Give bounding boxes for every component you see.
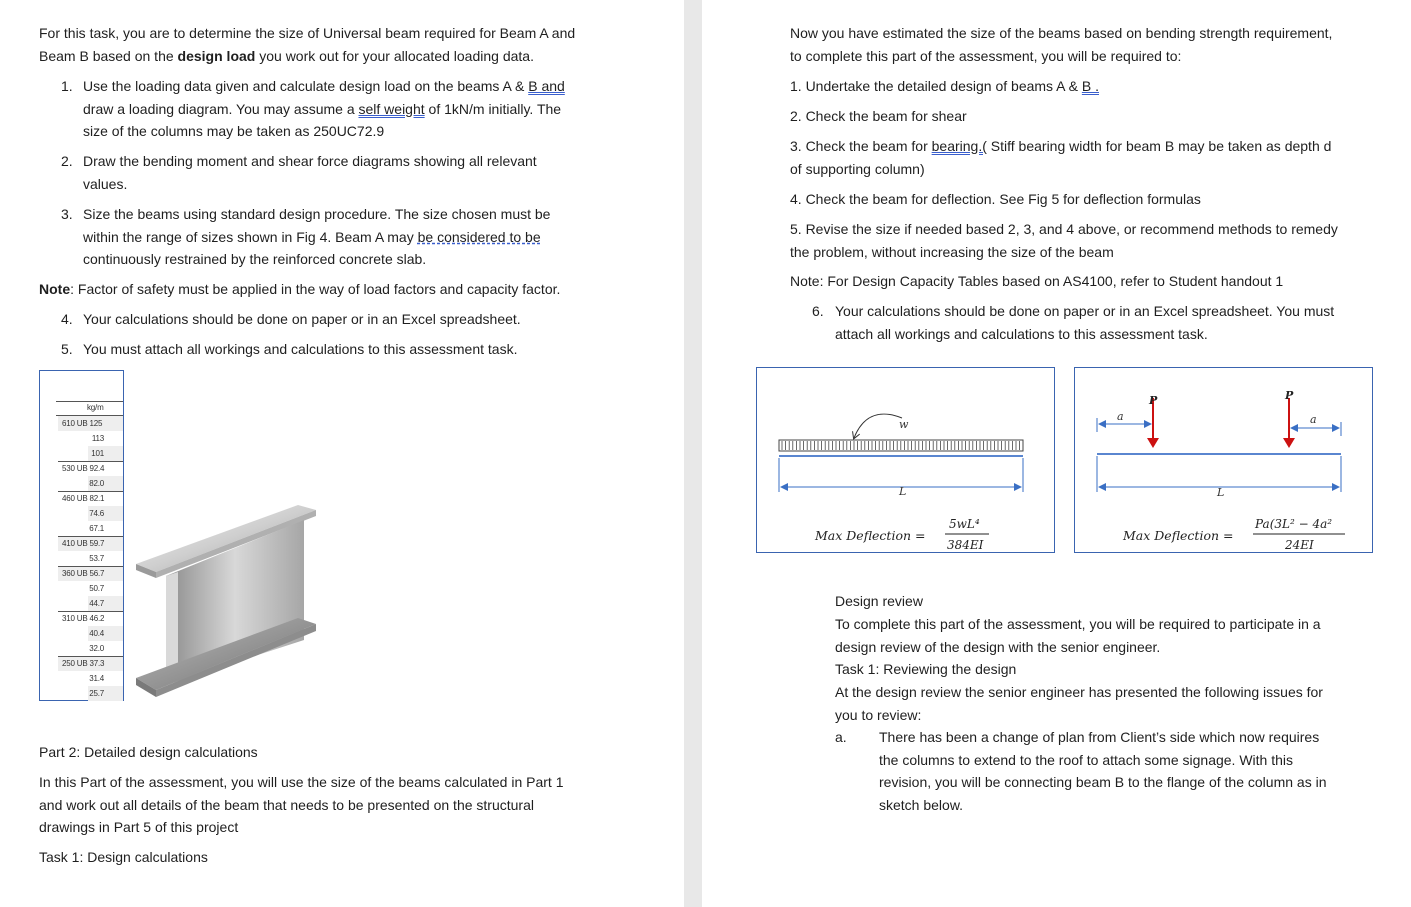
- table-row: 31.4: [89, 674, 104, 683]
- list-item-1-line-1: Use the loading data given and calculate design load on the beams A & B and: [83, 78, 565, 94]
- design-review-title: Design review: [835, 593, 923, 609]
- span-L-label: L: [899, 485, 907, 498]
- right-page: [702, 0, 1411, 907]
- page-gutter: [684, 0, 702, 907]
- table-row: 360 UB 56.7: [62, 569, 105, 578]
- load-P-label: P: [1149, 394, 1158, 407]
- dim-a-label: a: [1310, 413, 1317, 426]
- table-header: kg/m: [87, 403, 104, 412]
- table-row: 610 UB 125: [62, 419, 103, 428]
- step-4: 4. Check the beam for deflection. See Fig 5 for deflection formulas: [790, 191, 1201, 207]
- table-row: 250 UB 37.3: [62, 659, 105, 668]
- point-load-arrow: [1283, 438, 1295, 448]
- list-item-1-line-3: size of the columns may be taken as 250UC72.9: [83, 123, 385, 139]
- table-row: 67.1: [89, 524, 104, 533]
- step-5-line-2: the problem, without increasing the size of the beam: [790, 244, 1114, 260]
- intro-line-2: Beam B based on the design load you work out for your allocated loading data.: [39, 48, 534, 64]
- issue-a-line-3: revision, you will be connecting beam B to the flange of the column as in: [879, 774, 1327, 790]
- issues-text-2: you to review:: [835, 707, 922, 723]
- issues-text-1: At the design review the senior engineer has presented the following issues for: [835, 684, 1323, 700]
- table-row: 40.4: [89, 629, 104, 638]
- table-row: 25.7: [89, 689, 104, 698]
- list-number: 2.: [61, 153, 73, 169]
- table-row: 460 UB 82.1: [62, 494, 105, 503]
- table-row: 50.7: [89, 584, 104, 593]
- formula-numerator: 5wL⁴: [949, 517, 980, 531]
- table-row: 101: [91, 449, 104, 458]
- table-row: 44.7: [89, 599, 104, 608]
- table-row: 410 UB 59.7: [62, 539, 105, 548]
- table-row: 310 UB 46.2: [62, 614, 105, 623]
- step-5-line-1: 5. Revise the size if needed based 2, 3, and 4 above, or recommend methods to remedy: [790, 221, 1338, 237]
- point-load-arrow: [1147, 438, 1159, 448]
- review-text-2: design review of the design with the senior engineer.: [835, 639, 1161, 655]
- list-item-4: Your calculations should be done on paper or in an Excel spreadsheet.: [83, 311, 521, 327]
- left-page: [0, 0, 684, 907]
- right-intro-2: to complete this part of the assessment, you will be required to:: [790, 48, 1182, 64]
- note-line: Note: Factor of safety must be applied in the way of load factors and capacity factor.: [39, 281, 561, 297]
- part2-text-3: drawings in Part 5 of this project: [39, 819, 239, 835]
- table-row: 32.0: [89, 644, 104, 653]
- intro-line-1: For this task, you are to determine the size of Universal beam required for Beam A and: [39, 25, 576, 41]
- step-6-line-2: attach all workings and calculations to this assessment task.: [835, 326, 1208, 342]
- list-item-1-line-2: draw a loading diagram. You may assume a self weight of 1kN/m initially. The: [83, 101, 562, 117]
- formula-label: Max Deflection =: [815, 528, 926, 543]
- issue-a-line-1: There has been a change of plan from Client’s side which now requires: [879, 729, 1320, 745]
- formula-label: Max Deflection =: [1123, 528, 1234, 543]
- steel-i-beam-image: [128, 500, 328, 705]
- review-text-1: To complete this part of the assessment, you will be required to participate in a: [835, 616, 1321, 632]
- list-item-5: You must attach all workings and calculations to this assessment task.: [83, 341, 518, 357]
- table-row: 74.6: [89, 509, 104, 518]
- step-3-line-2: of supporting column): [790, 161, 925, 177]
- list-item-2-line-2: values.: [83, 176, 128, 192]
- list-number: 4.: [61, 311, 73, 327]
- task1-heading: Task 1: Design calculations: [39, 849, 208, 865]
- table-row: 530 UB 92.4: [62, 464, 105, 473]
- span-L-label: L: [1217, 486, 1225, 499]
- table-row: 113: [91, 434, 104, 443]
- part2-text-1: In this Part of the assessment, you will use the size of the beams calculated in Part 1: [39, 774, 564, 790]
- table-row: 82.0: [89, 479, 104, 488]
- list-item-2-line-1: Draw the bending moment and shear force diagrams showing all relevant: [83, 153, 537, 169]
- step-3-line-1: 3. Check the beam for bearing.( Stiff bearing width for beam B may be taken as depth d: [790, 138, 1332, 154]
- issue-a-line-2: the columns to extend to the roof to attach some signage. With this: [879, 752, 1294, 768]
- load-w-label: w: [899, 418, 909, 431]
- right-intro-1: Now you have estimated the size of the beams based on bending strength requirement,: [790, 25, 1333, 41]
- load-pointer-arrow: [854, 414, 902, 438]
- part2-text-2: and work out all details of the beam that needs to be presented on the structural: [39, 797, 534, 813]
- review-task1-heading: Task 1: Reviewing the design: [835, 661, 1017, 677]
- list-number: 5.: [61, 341, 73, 357]
- step-1: 1. Undertake the detailed design of beams A & B .: [790, 78, 1099, 94]
- issue-a-label: a.: [835, 729, 847, 745]
- step-2: 2. Check the beam for shear: [790, 108, 967, 124]
- formula-numerator: Pa(3L² − 4a²: [1255, 517, 1333, 531]
- dim-a-label: a: [1117, 410, 1124, 423]
- formula-denominator: 384EI: [947, 538, 984, 552]
- load-P-label: P: [1285, 389, 1294, 402]
- list-item-3-line-1: Size the beams using standard design procedure. The size chosen must be: [83, 206, 551, 222]
- list-number: 3.: [61, 206, 73, 222]
- udl-deflection-figure: [756, 367, 1055, 553]
- step-6-line-1: Your calculations should be done on paper or in an Excel spreadsheet. You must: [835, 303, 1335, 319]
- formula-denominator: 24EI: [1285, 538, 1314, 552]
- right-note: Note: For Design Capacity Tables based on AS4100, refer to Student handout 1: [790, 273, 1284, 289]
- section-size-table: [39, 370, 124, 701]
- list-item-3-line-2: within the range of sizes shown in Fig 4. Beam A may be considered to be: [83, 229, 541, 245]
- list-number: 6.: [812, 303, 824, 319]
- part2-title: Part 2: Detailed design calculations: [39, 744, 258, 760]
- list-number: 1.: [61, 78, 73, 94]
- point-load-deflection-figure: [1074, 367, 1373, 553]
- issue-a-line-4: sketch below.: [879, 797, 964, 813]
- list-item-3-line-3: continuously restrained by the reinforced concrete slab.: [83, 251, 427, 267]
- table-row: 53.7: [89, 554, 104, 563]
